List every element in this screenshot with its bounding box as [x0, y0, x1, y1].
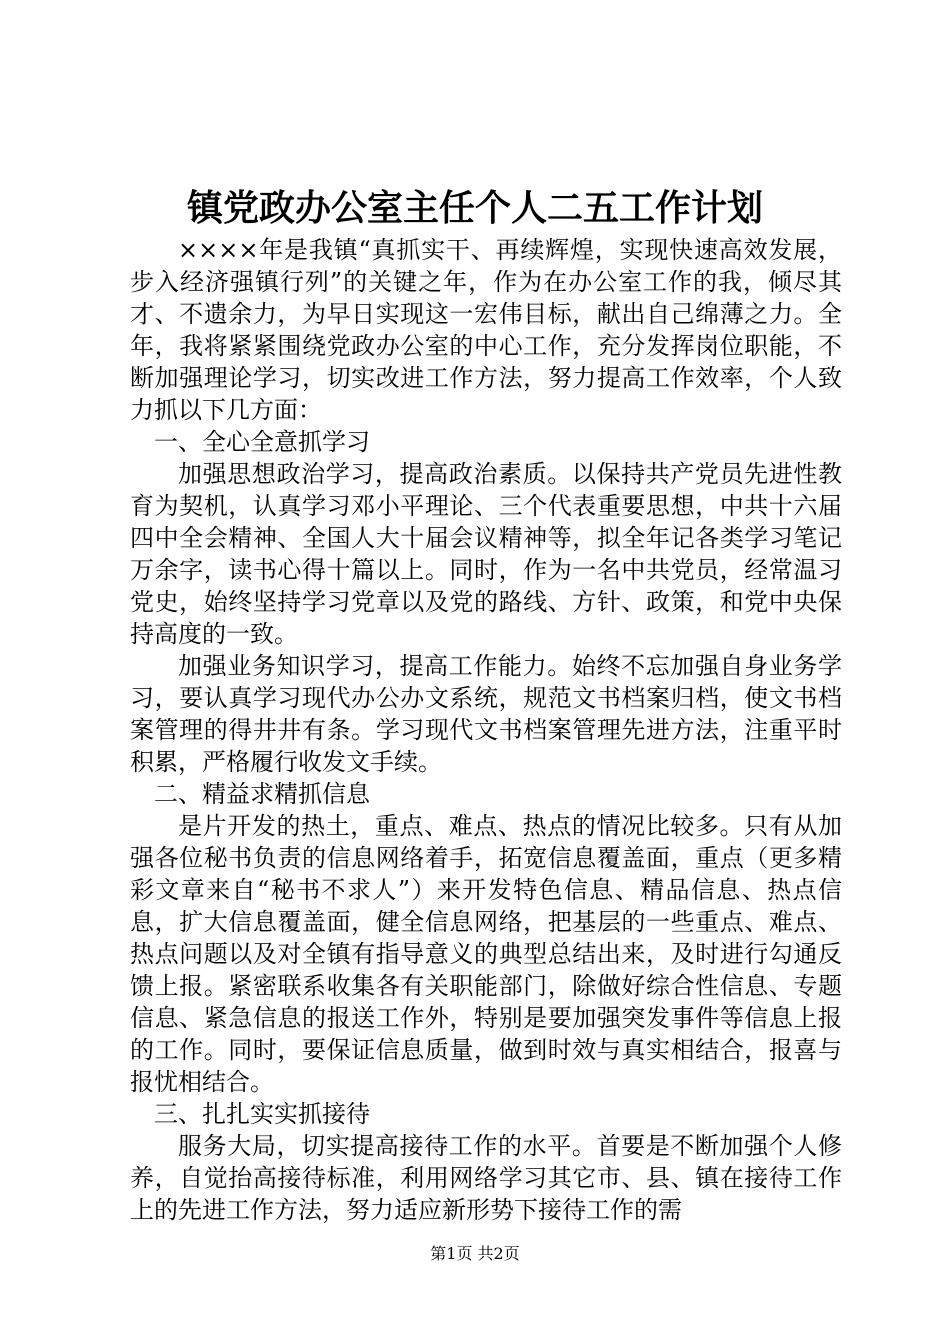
section-heading-2: 二、精益求精抓信息: [154, 780, 370, 808]
page-number-footer: 第1页 共2页: [430, 1244, 520, 1263]
paragraph: 加强业务知识学习，提高工作能力。始终不忘加强自身业务学习，要认真学习现代办公办文系统，规范文书档案归档，使文书档案管理的得井井有条。学习现代文书档案管理先进方法，注重平时积累，严格履行收发文手续。: [130, 652, 842, 776]
document-title: 镇党政办公室主任个人二五工作计划: [186, 187, 763, 229]
section-heading-1: 一、全心全意抓学习: [154, 428, 370, 456]
paragraph-intro: ××××年是我镇“真抓实干、再续辉煌，实现快速高效发展，步入经济强镇行列”的关键之年，作为在办公室工作的我，倾尽其才、不遗余力，为早日实现这一宏伟目标，献出自己绵薄之力。全年，我将紧紧围绕党政办公室的中心工作，充分发挥岗位职能，不断加强理论学习，切实改进工作方法，努力提高工作效率，个人致力抓以下几方面：: [130, 236, 842, 424]
paragraph: 加强思想政治学习，提高政治素质。以保持共产党员先进性教育为契机，认真学习邓小平理论、三个代表重要思想，中共十六届四中全会精神、全国人大十届会议精神等，拟全年记各类学习笔记万余字，读书心得十篇以上。同时，作为一名中共党员，经常温习党史，始终坚持学习党章以及党的路线、方针、政策，和党中央保持高度的一致。: [130, 460, 842, 648]
paragraph: 服务大局，切实提高接待工作的水平。首要是不断加强个人修养，自觉抬高接待标准，利用网络学习其它市、县、镇在接待工作上的先进工作方法，努力适应新形势下接待工作的需: [130, 1132, 842, 1224]
paragraph: 是片开发的热土，重点、难点、热点的情况比较多。只有从加强各位秘书负责的信息网络着手，拓宽信息覆盖面，重点（更多精彩文章来自“秘书不求人”）来开发特色信息、精品信息、热点信息，扩大信息覆盖面，健全信息网络，把基层的一些重点、难点、热点问题以及对全镇有指导意义的典型总结出来，及时进行勾通反馈上报。紧密联系收集各有关职能部门，除做好综合性信息、专题信息、紧急信息的报送工作外，特别是要加强突发事件等信息上报的工作。同时，要保证信息质量，做到时效与真实相结合，报喜与报忧相结合。: [130, 812, 842, 1096]
document-body: [130, 234, 842, 1226]
section-heading-3: 三、扎扎实实抓接待: [154, 1100, 370, 1128]
